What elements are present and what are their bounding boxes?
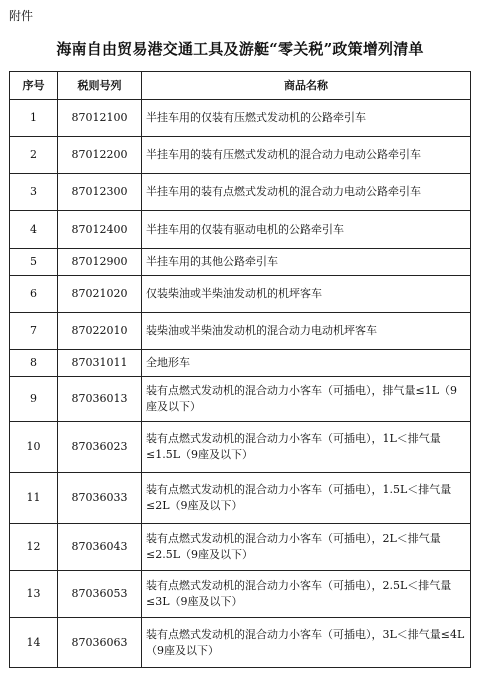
row-tariff-code: 87036013 [58, 377, 142, 422]
row-tariff-code: 87021020 [58, 276, 142, 313]
table-row [10, 211, 471, 249]
row-serial-no: 1 [10, 100, 58, 137]
row-tariff-code: 87036033 [58, 473, 142, 524]
row-tariff-code: 87036053 [58, 571, 142, 618]
table-row [10, 422, 471, 473]
row-serial-no: 6 [10, 276, 58, 313]
row-serial-no: 2 [10, 137, 58, 174]
table-row [10, 350, 471, 377]
row-product-name: 装有点燃式发动机的混合动力小客车（可插电），2L＜排气量≤2.5L（9座及以下） [142, 524, 471, 571]
row-serial-no: 12 [10, 524, 58, 571]
row-product-name: 装柴油或半柴油发动机的混合动力电动机坪客车 [142, 313, 471, 350]
table-row [10, 100, 471, 137]
table-row [10, 174, 471, 211]
row-tariff-code: 87012300 [58, 174, 142, 211]
row-serial-no: 14 [10, 618, 58, 668]
row-serial-no: 7 [10, 313, 58, 350]
row-product-name: 装有点燃式发动机的混合动力小客车（可插电），3L＜排气量≤4L（9座及以下） [142, 618, 471, 668]
row-product-name: 装有点燃式发动机的混合动力小客车（可插电），2.5L＜排气量≤3L（9座及以下） [142, 571, 471, 618]
row-serial-no: 13 [10, 571, 58, 618]
row-serial-no: 9 [10, 377, 58, 422]
row-serial-no: 8 [10, 350, 58, 377]
table-row [10, 524, 471, 571]
table-header-row [10, 72, 471, 100]
row-tariff-code: 87036063 [58, 618, 142, 668]
row-product-name: 半挂车用的仅装有驱动电机的公路牵引车 [142, 211, 471, 249]
header-tariff-code: 税则号列 [58, 72, 142, 100]
row-tariff-code: 87012400 [58, 211, 142, 249]
attachment-label: 附件 [9, 9, 34, 23]
row-serial-no: 10 [10, 422, 58, 473]
table-row [10, 571, 471, 618]
table-row [10, 137, 471, 174]
table-row [10, 473, 471, 524]
row-product-name: 仅装柴油或半柴油发动机的机坪客车 [142, 276, 471, 313]
table-row [10, 618, 471, 668]
row-tariff-code: 87036043 [58, 524, 142, 571]
row-serial-no: 5 [10, 249, 58, 276]
row-tariff-code: 87036023 [58, 422, 142, 473]
table-row [10, 313, 471, 350]
row-product-name: 半挂车用的装有压燃式发动机的混合动力电动公路牵引车 [142, 137, 471, 174]
table-row [10, 249, 471, 276]
row-tariff-code: 87012200 [58, 137, 142, 174]
table-row [10, 276, 471, 313]
row-product-name: 半挂车用的装有点燃式发动机的混合动力电动公路牵引车 [142, 174, 471, 211]
tariff-list-table [9, 71, 471, 668]
row-tariff-code: 87012900 [58, 249, 142, 276]
header-product-name: 商品名称 [142, 72, 471, 100]
row-tariff-code: 87012100 [58, 100, 142, 137]
row-product-name: 全地形车 [142, 350, 471, 377]
document-title: 海南自由贸易港交通工具及游艇“零关税”政策增列清单 [56, 40, 424, 58]
row-product-name: 半挂车用的其他公路牵引车 [142, 249, 471, 276]
row-serial-no: 4 [10, 211, 58, 249]
row-product-name: 装有点燃式发动机的混合动力小客车（可插电），1L＜排气量≤1.5L（9座及以下） [142, 422, 471, 473]
row-serial-no: 11 [10, 473, 58, 524]
row-product-name: 半挂车用的仅装有压燃式发动机的公路牵引车 [142, 100, 471, 137]
table-row [10, 377, 471, 422]
row-serial-no: 3 [10, 174, 58, 211]
row-tariff-code: 87022010 [58, 313, 142, 350]
row-product-name: 装有点燃式发动机的混合动力小客车（可插电），1.5L＜排气量≤2L（9座及以下） [142, 473, 471, 524]
header-serial-no: 序号 [10, 72, 58, 100]
row-tariff-code: 87031011 [58, 350, 142, 377]
row-product-name: 装有点燃式发动机的混合动力小客车（可插电），排气量≤1L（9座及以下） [142, 377, 471, 422]
